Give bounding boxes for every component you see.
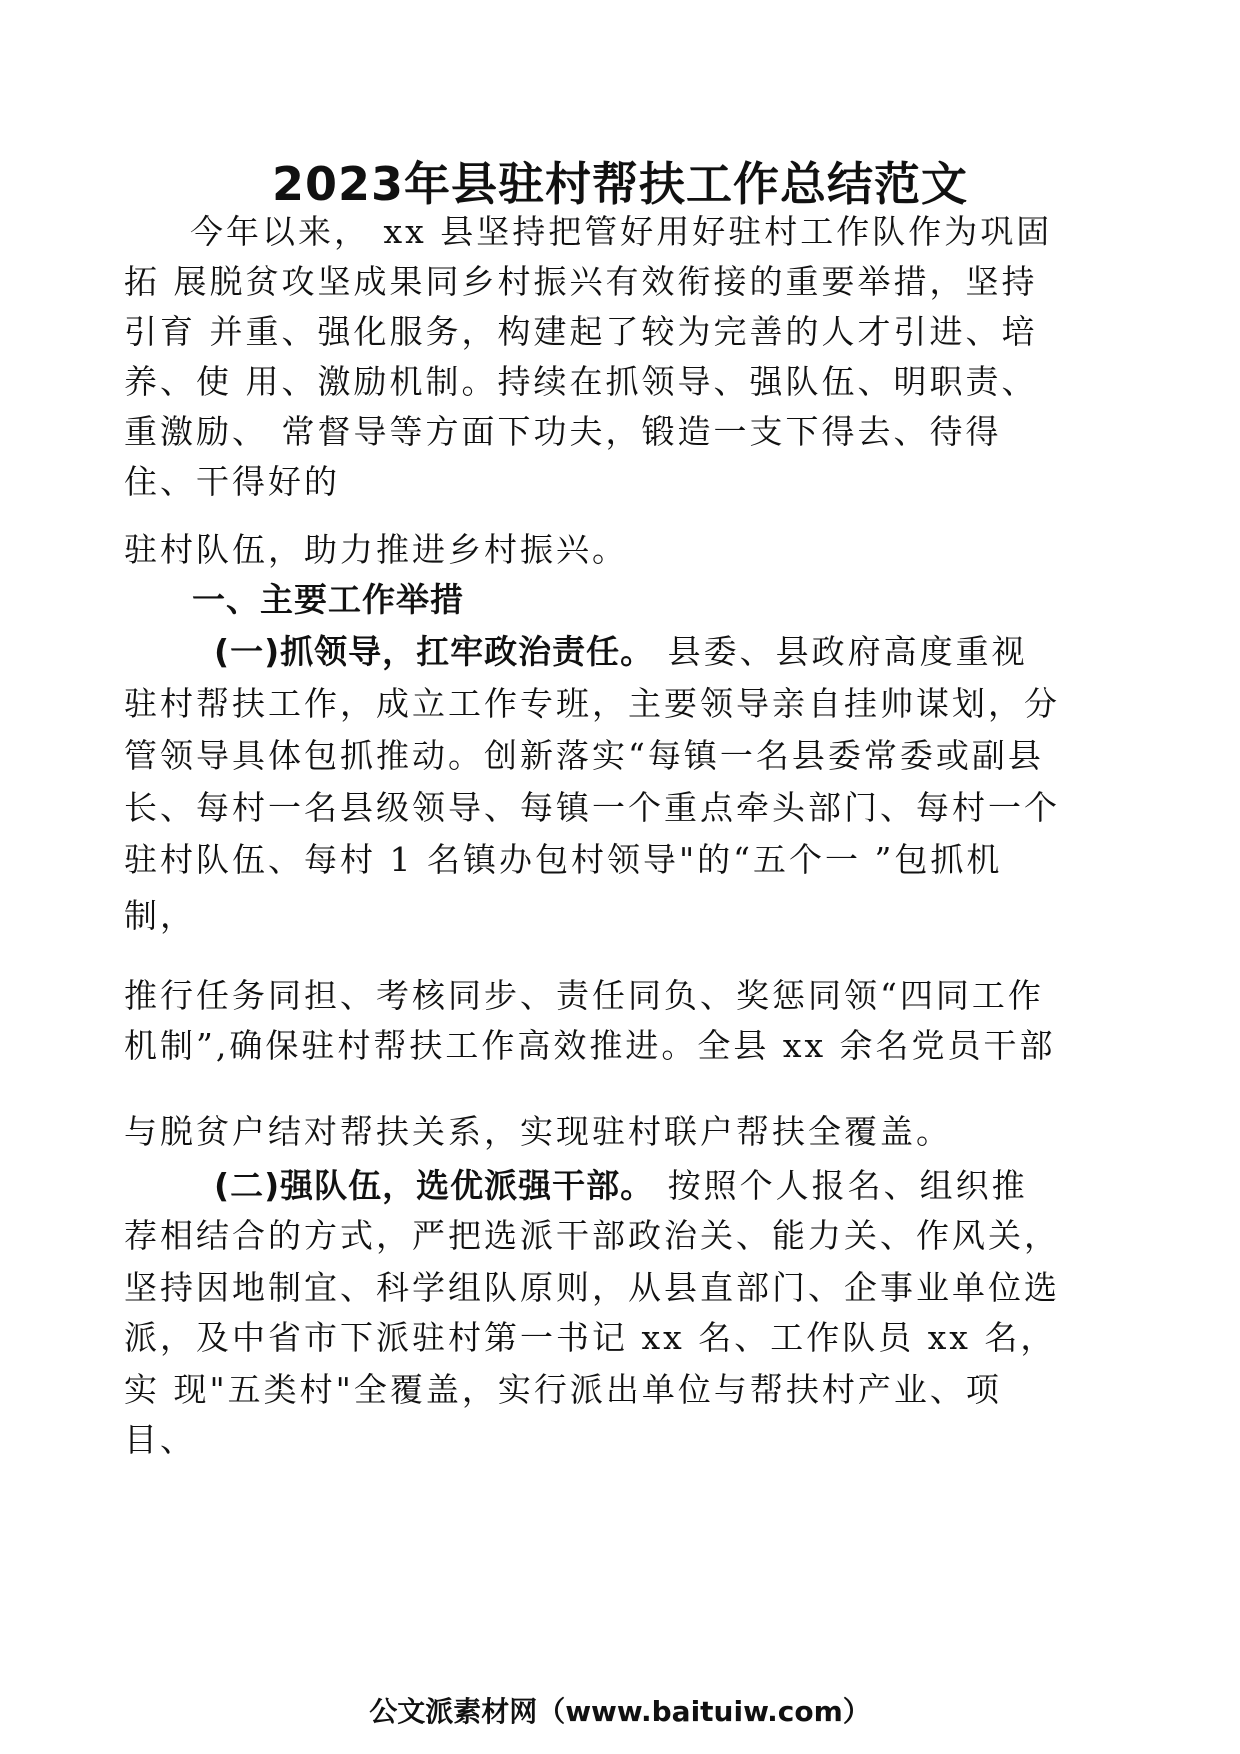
- subsection-2-text: 按照个人报名、组织推: [654, 1166, 1028, 1205]
- body-line: 坚持因地制宜、科学组队原则，从县直部门、企事业单位选: [124, 1268, 1060, 1307]
- body-line: 派，及中省市下派驻村第一书记 xx 名、工作队员 xx 名，: [124, 1318, 1057, 1357]
- body-line: 与脱贫户结对帮扶关系，实现驻村联户帮扶全覆盖。: [124, 1112, 952, 1151]
- subsection-1-first-line: [214, 632, 1028, 672]
- body-line: 机制”,确保驻村帮扶工作高效推进。全县 xx 余名党员干部: [124, 1026, 1056, 1065]
- subsection-1-heading: (一)抓领导，扛牢政治责任。: [214, 632, 655, 671]
- footer-source: 公文派素材网（www.baituiw.com）: [369, 1695, 871, 1728]
- body-line: 荐相结合的方式，严把选派干部政治关、能力关、作风关，: [124, 1216, 1060, 1255]
- subsection-1-text: 县委、县政府高度重视: [654, 632, 1028, 671]
- body-line: 制，: [124, 896, 196, 935]
- subsection-2-first-line: [214, 1166, 1028, 1206]
- body-line: 目、: [124, 1420, 196, 1459]
- intro-line: 驻村队伍，助力推进乡村振兴。: [124, 530, 628, 569]
- body-line: 实 现"五类村"全覆盖，实行派出单位与帮扶村产业、项: [124, 1370, 1002, 1409]
- section-heading: 一、主要工作举措: [192, 580, 464, 619]
- body-line: 推行任务同担、考核同步、责任同负、奖惩同领“四同工作: [124, 976, 1044, 1015]
- intro-line: 养、使 用、激励机制。持续在抓领导、强队伍、明职责、: [124, 362, 1038, 401]
- body-line: 驻村帮扶工作，成立工作专班，主要领导亲自挂帅谋划，分: [124, 684, 1060, 723]
- intro-line: 住、干得好的: [124, 462, 340, 501]
- subsection-2-heading: (二)强队伍，选优派强干部。: [214, 1166, 655, 1205]
- intro-line: 今年以来， xx 县坚持把管好用好驻村工作队作为巩固: [190, 212, 1053, 251]
- intro-line: 引育 并重、强化服务，构建起了较为完善的人才引进、培: [124, 312, 1038, 351]
- intro-line: 拓 展脱贫攻坚成果同乡村振兴有效衔接的重要举措，坚持: [124, 262, 1038, 301]
- document-title: 2023年县驻村帮扶工作总结范文: [271, 157, 969, 211]
- body-line: 驻村队伍、每村 1 名镇办包村领导"的“五个一 ”包抓机: [124, 840, 1003, 879]
- intro-line: 重激励、 常督导等方面下功夫，锻造一支下得去、待得: [124, 412, 1002, 451]
- body-line: 长、每村一名县级领导、每镇一个重点牵头部门、每村一个: [124, 788, 1060, 827]
- body-line: 管领导具体包抓推动。创新落实“每镇一名县委常委或副县: [124, 736, 1044, 775]
